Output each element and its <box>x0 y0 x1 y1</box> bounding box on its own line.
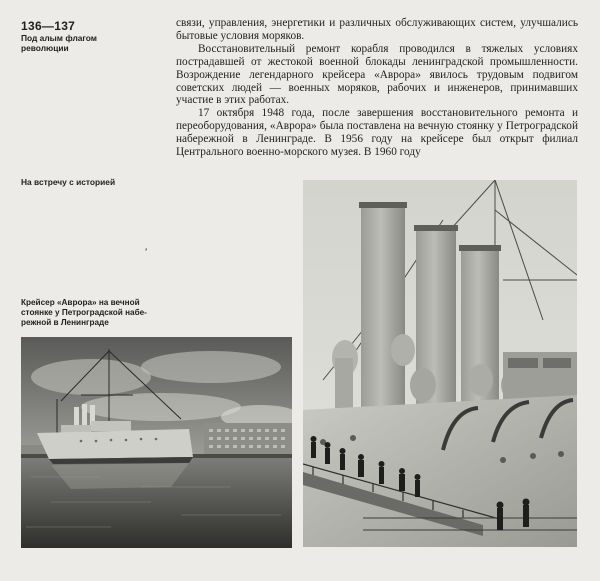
caption-line: режной в Ленинграде <box>21 318 109 328</box>
photo-cruiser-embankment <box>21 337 292 548</box>
paragraph: связи, управления, энергетики и различных обслуживающих систем, улучшались бытовые условия моряков. <box>176 17 578 42</box>
page-number: 136—137 <box>21 19 76 33</box>
section-title-line: революции <box>21 43 69 53</box>
photo-cruiser-funnels <box>303 180 577 547</box>
paragraph: Восстановительный ремонт корабля проводился в тяжелых условиях пострадавшей от жестокой военной блокады ленинградской промышленности. Возрождение легендарного крейсера «Аврора» явилось трудовым подвигом советских людей — военных моряков, рабочих и инженеров, принимавших участие в этих работах. <box>176 42 578 107</box>
caption-line: стоянке у Петроградской набе- <box>21 308 147 318</box>
print-mark: ′ <box>145 247 148 257</box>
section-title <box>21 33 131 53</box>
section-title-line: Под алым флагом <box>21 33 97 43</box>
caption-line: Крейсер «Аврора» на вечной <box>21 298 140 307</box>
body-text <box>176 17 578 159</box>
paragraph: 17 октября 1948 года, после завершения восстановительного ремонта и переоборудования, «Аврора» была поставлена на вечную стоянку у Петроградской набережной в Ленинграде. В 1956 году на крейсере был открыт филиал Центрального военно-морского музея. В 1960 году <box>176 107 578 159</box>
rubric-label: На встречу с историей <box>21 177 116 187</box>
photo-caption <box>21 298 163 329</box>
